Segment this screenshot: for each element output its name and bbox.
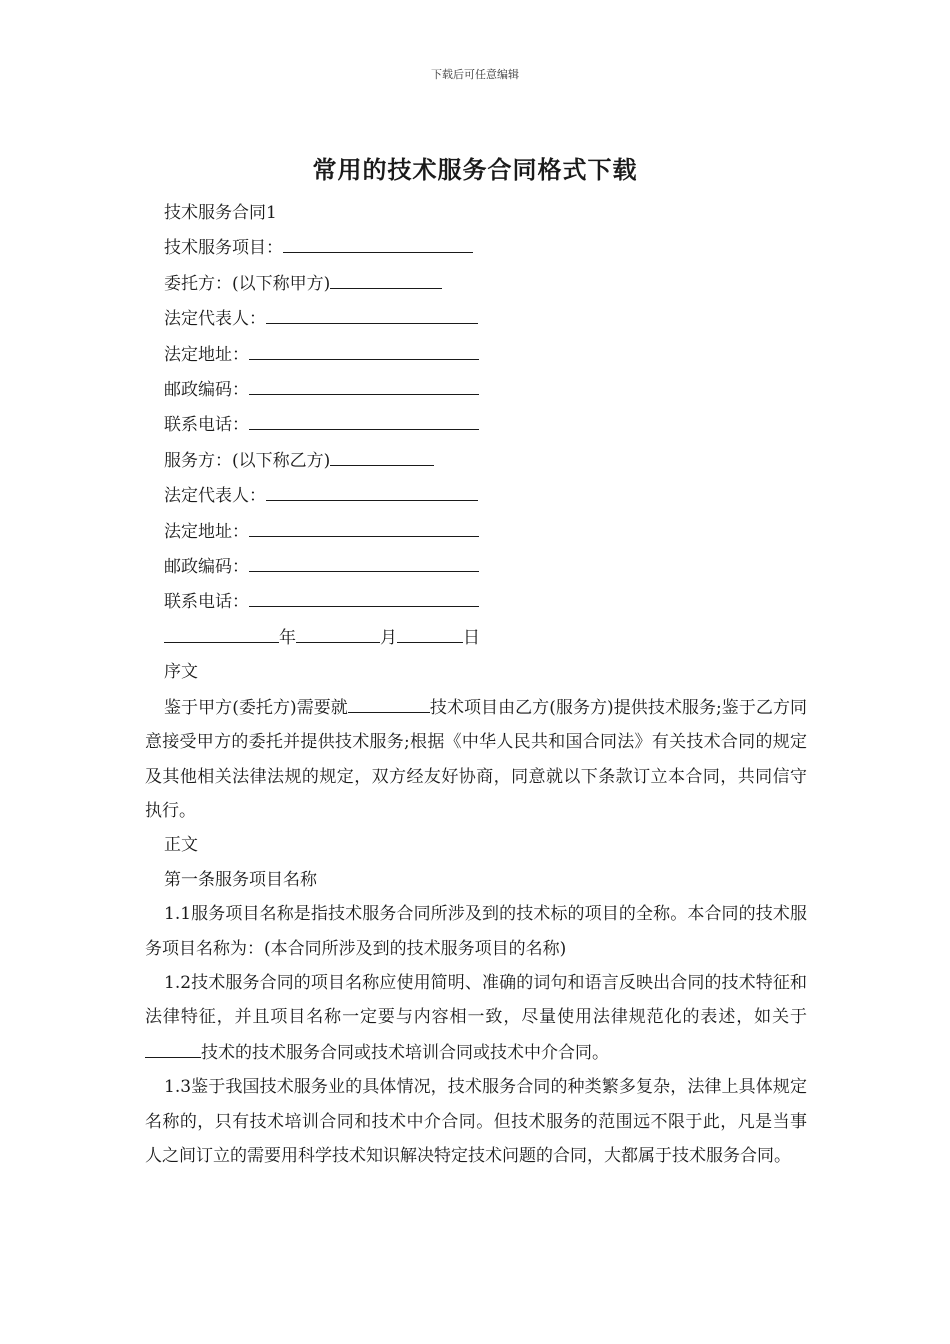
provider-postcode-label: 邮政编码： [164, 557, 249, 578]
clause-1-2-end: 技术的技术服务合同或技术培训合同或技术中介合同。 [201, 1042, 609, 1063]
client-address-label: 法定地址： [164, 344, 249, 365]
client-phone-label: 联系电话： [164, 415, 249, 436]
client-postcode-label: 邮政编码： [164, 380, 249, 401]
day-blank[interactable] [397, 620, 463, 643]
client-rep-line [145, 301, 807, 336]
date-line [145, 620, 807, 655]
article-1-heading: 第一条服务项目名称 [164, 869, 317, 890]
month-blank[interactable] [296, 620, 380, 643]
document-title: 常用的技术服务合同格式下载 [312, 155, 638, 184]
client-name-blank[interactable] [330, 266, 442, 289]
clause-1-2-blank[interactable] [145, 1035, 201, 1058]
clause-1-2-start: 1.2技术服务合同的项目名称应使用简明、准确的词句和语言反映出合同的技术特征和法律特征，并且项目名称一定要与内容相一致，尽量使用法律规范化的表述，如关于 [145, 972, 807, 1028]
project-label: 技术服务项目： [164, 238, 283, 259]
day-label: 日 [463, 627, 480, 648]
project-blank[interactable] [283, 230, 473, 253]
provider-label: 服务方：(以下称乙方) [164, 450, 331, 471]
client-postcode-line [145, 372, 807, 407]
client-line [145, 266, 807, 301]
client-rep-blank[interactable] [266, 301, 478, 324]
provider-address-line [145, 514, 807, 549]
body-heading: 正文 [164, 835, 198, 856]
page-header-note: 下载后可任意编辑 [431, 68, 519, 81]
project-line [145, 230, 807, 265]
provider-rep-label: 法定代表人： [164, 486, 266, 507]
contract-heading: 技术服务合同1 [164, 203, 277, 223]
provider-phone-blank[interactable] [249, 584, 479, 607]
provider-phone-line [145, 584, 807, 619]
preamble-start: 鉴于甲方(委托方)需要就 [164, 697, 348, 718]
client-postcode-blank[interactable] [249, 372, 479, 395]
preamble-rest: 技术项目由乙方(服务方)提供技术服务;鉴于乙方同意接受甲方的委托并提供技术服务;根据《中华人民共和国合同法》有关技术合同的规定及其他相关法律法规的规定，双方经友好协商，同意就以下条款订立本合同，共同信守执行。 [145, 697, 807, 821]
month-label: 月 [380, 627, 397, 648]
provider-phone-label: 联系电话： [164, 592, 249, 613]
provider-rep-blank[interactable] [266, 478, 478, 501]
year-label: 年 [279, 627, 296, 648]
provider-address-blank[interactable] [249, 514, 479, 537]
clause-1-1: 1.1服务项目名称是指技术服务合同所涉及到的技术标的项目的全称。本合同的技术服务项目名称为：(本合同所涉及到的技术服务项目的名称) [145, 904, 807, 959]
year-blank[interactable] [164, 620, 279, 643]
clause-1-3: 1.3鉴于我国技术服务业的具体情况，技术服务合同的种类繁多复杂，法律上具体规定名称的，只有技术培训合同和技术中介合同。但技术服务的范围远不限于此，凡是当事人之间订立的需要用科学技术知识解决特定技术问题的合同，大都属于技术服务合同。 [145, 1077, 807, 1166]
client-rep-label: 法定代表人： [164, 309, 266, 330]
client-label: 委托方：(以下称甲方) [164, 273, 331, 294]
preamble-heading: 序文 [164, 662, 198, 683]
client-address-line [145, 337, 807, 372]
provider-postcode-blank[interactable] [249, 549, 479, 572]
client-phone-blank[interactable] [249, 407, 479, 430]
client-phone-line [145, 407, 807, 442]
document-body [145, 196, 807, 1173]
provider-name-blank[interactable] [330, 443, 434, 466]
provider-postcode-line [145, 549, 807, 584]
provider-rep-line [145, 478, 807, 513]
provider-line [145, 443, 807, 478]
preamble-project-blank[interactable] [348, 690, 430, 713]
provider-address-label: 法定地址： [164, 521, 249, 542]
clause-1-2 [145, 966, 807, 1070]
client-address-blank[interactable] [249, 337, 479, 360]
preamble-paragraph [145, 690, 807, 829]
